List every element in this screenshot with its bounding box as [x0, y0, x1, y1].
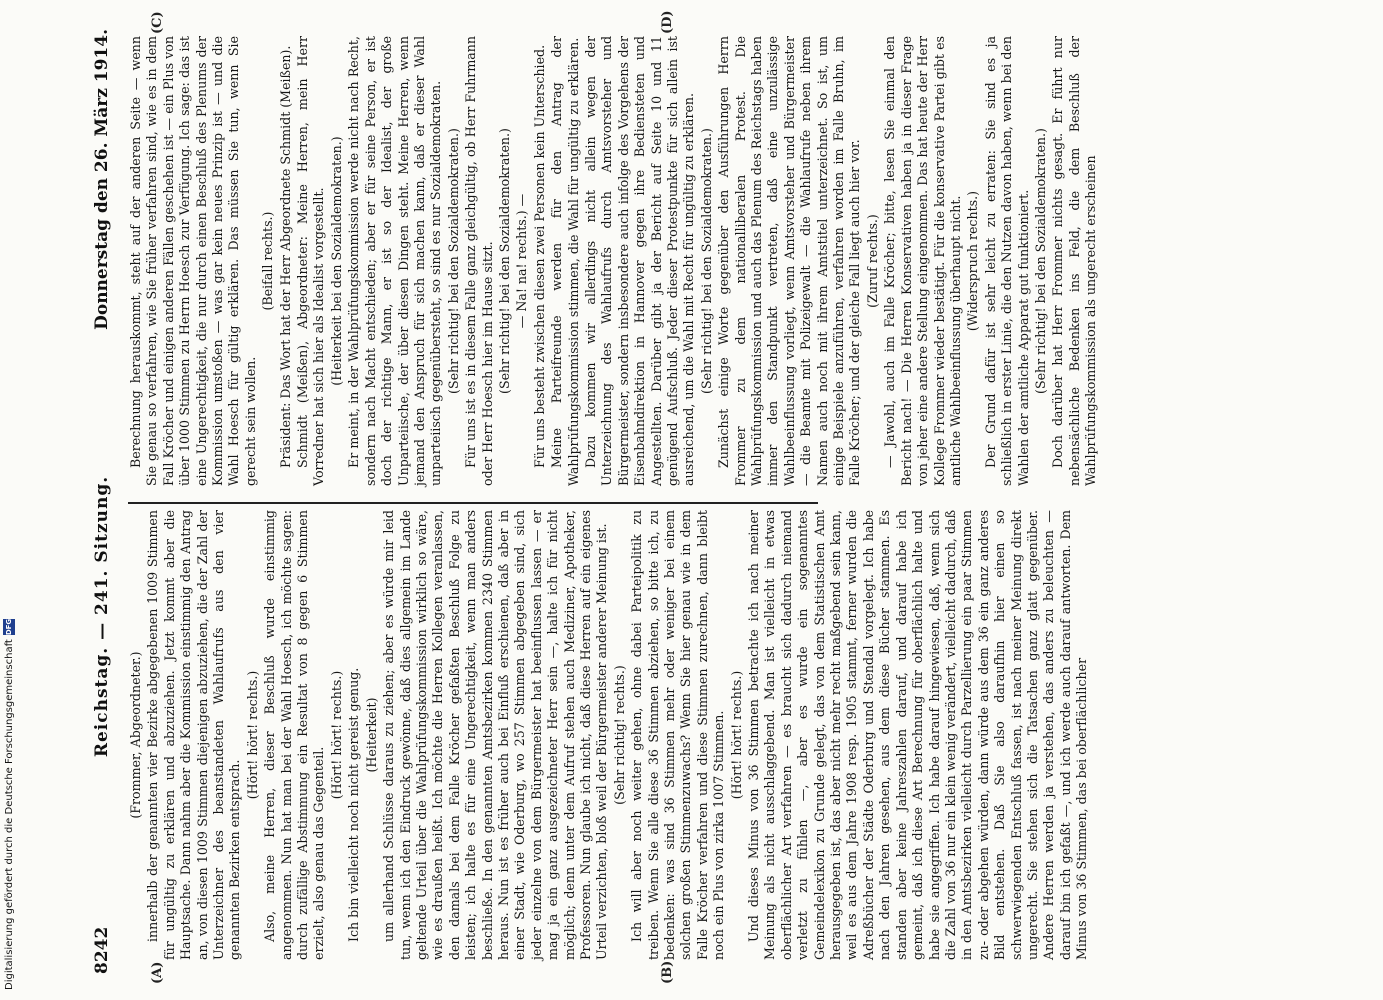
left-column-paragraph: Ich will aber noch weiter gehen, ohne dabei Parteipolitik zu treiben. Wenn Sie alle diese 36 Stimmen abziehen, so bitte ich, zu bedenken: was sind 36 Stimmen mehr oder weniger bei einem solchen großen Stimmenzuwachs? Wenn Sie hier genau wie in dem Falle Kröcher verfahren und diese Stimmen zurechnen, dann bleibt noch ein Plus von zirka 1007 Stimmen. — [629, 510, 727, 960]
left-column-paragraph: Und dieses Minus von 36 Stimmen betrachte ich nach meiner Meinung als nicht ausschlaggebend. Man ist vielleicht in etwas oberflächlicher Art verfahren — es braucht sich dadurch niemand verletzt zu fühlen —, aber es wurde ein sogenanntes Gemeindelexikon zu Grunde gelegt, das von dem Statistischen Amt herausgegeben ist, das aber nicht mehr recht maßgebend sein kann, weil es aus dem Jahre 1908 resp. 1905 stammt, ferner wurden die Adreßbücher der Städte Oderburg und Stendal vorgelegt. Ich habe nach den Jahren gesehen, aus dem diese Bücher stammen. Es standen aber keine Jahreszahlen darauf, und darauf habe ich gemeint, daß ich diese Art Berechnung für oberflächlich halte und habe sie angegriffen. Ich habe darauf hingewiesen, daß, wenn sich die Zahl von 36 nur ein klein wenig verändert, vielleicht dadurch, daß in den Amtsbezirken vielleicht durch Parzellierung ein paar Stimmen zu- oder abgehen würden, dann würde aus dem 36 ein ganz anderes Bild entstehen. Daß Sie also daraufhin hier einen so schwerwiegenden Entschluß fassen, ist nach meiner Meinung direkt ungerecht. Sie stehen sich die Tatsachen ganz glatt gegenüber. Andere Herren werden ja verstehen, das anders zu beleuchten — darauf bin ich gefaßt —, und ich werde auch darauf antworten. Dem Minus von 36 Stimmen, das bei oberflächlicher — [746, 510, 1090, 960]
left-column-paragraph: Also, meine Herren, dieser Beschluß wurde einstimmig angenommen. Nun hat man bei der Wahl Hoesch, ich möchte sagen: durch zufällige Abstimmung ein Resultat von 8 gegen 6 Stimmen erzielt, also genau das Gegenteil. — [262, 510, 327, 960]
column-divider — [128, 502, 818, 504]
right-column-paragraph: — Jawohl, auch im Falle Kröcher; bitte, lesen Sie einmal den Bericht nach! — Die Herren Konservativen haben ja in dieser Frage von jeher eine andere Stellung eingenommen. Das hat heute der Herr Kollege Frommer wieder bestätigt. Für die konservative Partei gibt es amtliche Wahlbeeinflussung überhaupt nicht. — [882, 36, 963, 486]
left-column-paragraph: um allerhand Schlüsse daraus zu ziehen; aber es würde mir leid tun, wenn ich den Eindruck gewönne, daß dies allgemein im Lande geltende Urteil über die Wahlprüfungskommission wirklich so wäre, wie es draußen heißt. Ich möchte die Herren Kollegen veranlassen, den damals bei dem Falle Kröcher gefaßten Beschluß Folge zu leisten; ich halte es für eine Ungerechtigkeit, wenn man anders beschließe. In den genannten Amtsbezirken kommen 2340 Stimmen heraus. Nun ist es früher auch bei Einfluß erschienen, daß aber in einer Stadt, wie Oderburg, wo 257 Stimmen abgegeben sind, sich jeder einzelne von dem Bürgermeister hat beeinflussen lassen — er mag ja ein ganz ausgezeichneter Herr sein —, halte ich für nicht möglich; denn unter dem Aufruf stehen auch Mediziner, Apotheker, Professoren. Nun glaube ich nicht, daß diese Herren auf ein eigenes Urteil verzichten, bloß weil der Bürgermeister anderer Meinung ist. — [381, 510, 610, 960]
right-column-paragraph: — Na! na! rechts.) — — [514, 193, 530, 329]
right-column-paragraph: (Heiterkeit bei den Sozialdemokraten.) — [328, 136, 344, 386]
left-column-paragraph: (Hört! hört! rechts.) — [244, 670, 260, 800]
margin-mark-a: (A) — [150, 961, 165, 984]
left-column-paragraph: innerhalb der genannten vier Bezirke abgegebenen 1009 Stimmen für ungültig zu erklären und abzuziehen. Jetzt kommt aber die Hauptsache. Dann nahm aber die Kommission einstimmig den Antrag an, von diesen 1009 Stimmen diejenigen abzuziehen, die der Zahl der Unterzeichner des beanstandeten Wahlaufrufs aus den vier genannten Bezirken entsprach. — [145, 510, 243, 960]
left-column-paragraph: (Frommer, Abgeordneter.) — [128, 651, 143, 819]
right-column-paragraph: Meine Parteifreunde werden für den Antrag der Wahlprüfungskommission stimmen, die Wahl für ungültig zu erklären. — [549, 36, 581, 486]
right-column-paragraph: (Sehr richtig! bei den Sozialdemokraten.) — [1032, 128, 1048, 394]
right-column-paragraph: Für uns besteht zwischen diesen zwei Personen kein Unterschied. — [531, 44, 547, 468]
left-column-paragraph: Ich bin vielleicht noch nicht gereist genug. — [346, 667, 362, 942]
left-column-paragraph: (Hört! hört! rechts.) — [328, 670, 344, 800]
right-column-paragraph: Dazu kommen wir allerdings nicht allein wegen der Unterzeichnung des Wahlaufrufs durch Amtsvorsteher und Bürgermeister, sondern insbesondere auch infolge des Vorgehens der Eisenbahndirektion in Hannover gegen ihre Bediensteten und Angestellten. Darüber gibt ja der Bericht auf Seite 10 und 11 genügend Aufschluß. Jeder dieser Protestpunkte für sich allein ist ausreichend, um die Wahl mit Recht für ungültig zu erklären. — [582, 36, 697, 486]
header-date: Donnerstag den 26. März 1914. — [92, 29, 112, 330]
right-column-paragraph: (Widerspruch rechts.) — [965, 190, 981, 332]
dfg-footer — [2, 600, 16, 990]
right-column-paragraph: Er meint, in der Wahlprüfungskommission werde nicht nach Recht, sondern nach Macht entschieden; aber er für seine Person, er ist doch der richtige Mann, er ist so der Idealist, der große Unparteiische, der über diesen Dingen steht. Meine Herren, wenn jemand den Anspruch für sich machen kann, daß er dieser Wahl unparteiisch gegenübersteht, so sind es nur Sozialdemokraten. — [346, 36, 444, 486]
right-column-paragraph: (Beifall rechts.) — [260, 211, 276, 311]
header-title: Reichstag. — 241. Sitzung. — [92, 475, 112, 758]
margin-mark-b: (B) — [660, 960, 675, 984]
left-column-paragraph: (Sehr richtig! rechts.) — [611, 665, 627, 805]
right-column-paragraph: Doch darüber hat Herr Frommer nichts gesagt. Er führt nur nebensächliche Bedenken ins Feld, die dem Beschluß der Wahlprüfungskommission als ungerecht erscheinen — [1050, 36, 1099, 486]
right-column-paragraph: Der Grund dafür ist sehr leicht zu erraten: Sie sind es ja schließlich in erster Linie, die den Nutzen davon haben, wenn bei den Wahlen der amtliche Apparat gut funktioniert. — [982, 36, 1031, 486]
left-column — [128, 510, 1092, 960]
right-column-paragraph: (Zuruf rechts.) — [864, 214, 880, 308]
right-column-paragraph: (Sehr richtig! bei den Sozialdemokraten.) — [496, 128, 512, 394]
dfg-note: Digitalisierung gefördert durch die Deutsche Forschungsgemeinschaft — [3, 639, 15, 990]
page-header — [82, 29, 122, 974]
left-column-paragraph: (Hört! hört! rechts.) — [728, 670, 744, 800]
left-column-paragraph: (Heiterkeit) — [363, 697, 379, 773]
right-column-paragraph: (Sehr richtig! bei den Sozialdemokraten.) — [698, 128, 714, 394]
margin-mark-d: (D) — [660, 10, 675, 34]
right-column-paragraph: Schmidt (Meißen), Abgeordneter: Meine Herren, mein Herr Vorredner hat sich hier als Idealist vorgestellt. — [295, 36, 327, 486]
right-column-paragraph: Für uns ist es in diesem Falle ganz gleichgültig, ob Herr Fuhrmann oder Herr Hoesch hier im Hause sitzt. — [463, 36, 495, 486]
right-column-paragraph: (Sehr richtig! bei den Sozialdemokraten.) — [445, 128, 461, 394]
page-number: 8242 — [92, 926, 112, 974]
right-column-paragraph: Zunächst einige Worte gegenüber den Ausführungen Herrn Frommer zu dem nationalliberalen Protest. Die Wahlprüfungskommission und auch das Plenum des Reichstags haben immer den Standpunkt vertreten, daß eine unzulässige Wahlbeeinflussung vorliegt, wenn Amtsvorsteher und Bürgermeister — die Beamte mit Polizeigewalt — die Wahlaufrufe neben ihrem Namen auch noch mit ihrem Amtstitel unterzeichnet. So ist, um einige Beispiele anzuführen, verfahren worden im Falle Bruhn, im Falle Kröcher; und der gleiche Fall liegt auch hier vor. — [716, 36, 863, 486]
dfg-logo-icon: DFG — [5, 618, 13, 636]
right-column-paragraph: Präsident: Das Wort hat der Herr Abgeordnete Schmidt (Meißen). — [277, 45, 293, 468]
right-column-paragraph: Berechnung herauskommt, steht auf der anderen Seite — wenn Sie genau so verfahren, wie Sie früher verfahren sind, wie es in dem Fall Kröcher und einigen anderen Fällen geschehen ist — ein Plus von über 1000 Stimmen zu Herrn Hoesch zur Verfügung. Ich sage: das ist eine Ungerechtigkeit, die nur durch einen Beschluß des Plenums der Kommission umstoßen — was gar kein neues Prinzip ist — und die Wahl Hoesch für gültig erklären. Das müssen Sie tun, wenn Sie gerecht sein wollen. — [128, 36, 258, 486]
right-column — [128, 36, 1101, 486]
margin-mark-c: (C) — [150, 11, 165, 34]
